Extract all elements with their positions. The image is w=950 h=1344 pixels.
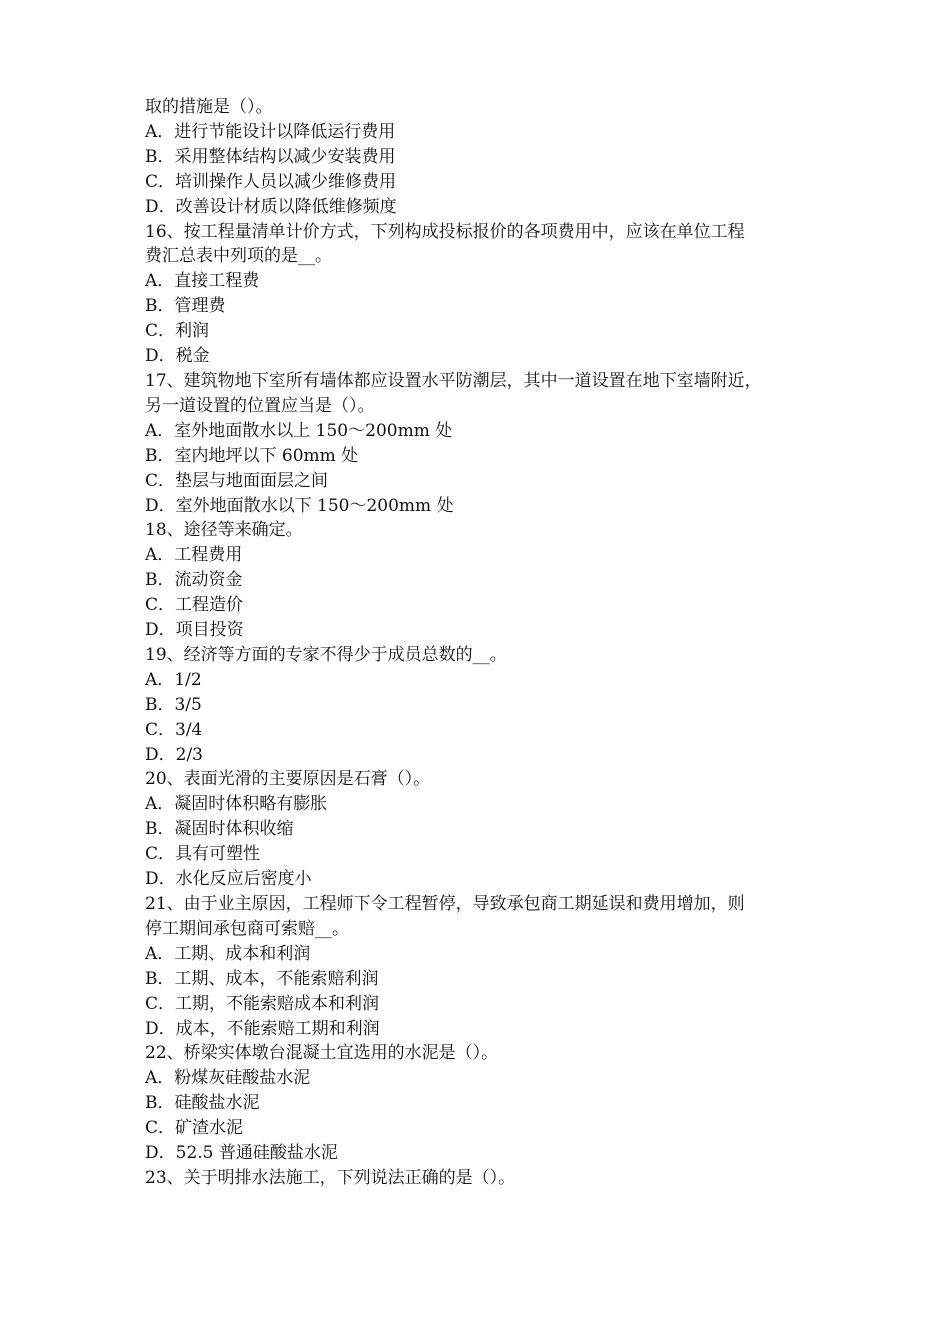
- question-21-stem: 21、由于业主原因，工程师下令工程暂停，导致承包商工期延误和费用增加，则: [145, 894, 745, 914]
- question-21-stem-cont: 停工期间承包商可索赔__。: [145, 918, 349, 939]
- question-19-stem: 19、经济等方面的专家不得少于成员总数的__。: [145, 644, 507, 665]
- question-18-stem: 18、途径等来确定。: [145, 520, 303, 541]
- question-15-stem-end: 取的措施是（）。: [145, 97, 273, 117]
- option-b: B．采用整体结构以减少安装费用: [145, 146, 396, 167]
- option-d: D．水化反应后密度小: [145, 869, 312, 890]
- question-22-stem: 22、桥梁实体墩台混凝土宜选用的水泥是（）。: [145, 1043, 499, 1064]
- option-d: D．成本，不能索赔工期和利润: [145, 1018, 380, 1039]
- option-c: C．具有可塑性: [145, 844, 261, 865]
- option-a: A．1/2: [145, 669, 202, 690]
- question-16-stem-cont: 费汇总表中列项的是__。: [145, 246, 332, 267]
- option-a: A．凝固时体积略有膨胀: [145, 794, 328, 815]
- option-b: B．3/5: [145, 694, 202, 715]
- option-c: C．工期，不能索赔成本和利润: [145, 993, 380, 1014]
- option-d: D．项目投资: [145, 620, 244, 641]
- question-23-stem: 23、关于明排水法施工，下列说法正确的是（）。: [145, 1167, 516, 1188]
- option-c: C．垫层与地面面层之间: [145, 470, 329, 491]
- option-b: B．工期、成本，不能索赔利润: [145, 968, 379, 989]
- option-d: D．52.5 普通硅酸盐水泥: [145, 1143, 338, 1164]
- option-b: B．流动资金: [145, 570, 243, 591]
- document-page: [145, 95, 835, 1191]
- question-16-stem: 16、按工程量清单计价方式，下列构成投标报价的各项费用中，应该在单位工程: [145, 221, 745, 242]
- question-17-stem: 17、建筑物地下室所有墙体都应设置水平防潮层，其中一道设置在地下室墙附近，: [145, 370, 762, 391]
- question-20-stem: 20、表面光滑的主要原因是石膏（）。: [145, 769, 431, 790]
- option-b: B．凝固时体积收缩: [145, 819, 294, 840]
- option-a: A．粉煤灰硅酸盐水泥: [145, 1068, 311, 1089]
- option-c: C．矿渣水泥: [145, 1118, 244, 1139]
- option-c: C．培训操作人员以减少维修费用: [145, 171, 397, 192]
- option-d: D．室外地面散水以下 150～200mm 处: [145, 495, 454, 516]
- option-b: B．硅酸盐水泥: [145, 1093, 260, 1114]
- option-a: A．进行节能设计以降低运行费用: [145, 121, 396, 142]
- option-a: A．室外地面散水以上 150～200mm 处: [145, 420, 453, 441]
- question-17-stem-cont: 另一道设置的位置应当是（）。: [145, 395, 375, 416]
- option-a: A．直接工程费: [145, 271, 260, 292]
- option-a: A．工期、成本和利润: [145, 943, 311, 964]
- option-d: D．2/3: [145, 744, 203, 765]
- option-d: D．税金: [145, 346, 210, 367]
- option-b: B．室内地坪以下 60mm 处: [145, 445, 359, 466]
- option-d: D．改善设计材质以降低维修频度: [145, 196, 397, 217]
- option-a: A．工程费用: [145, 545, 243, 566]
- option-c: C．3/4: [145, 719, 203, 740]
- option-b: B．管理费: [145, 296, 226, 317]
- option-c: C．利润: [145, 321, 210, 342]
- option-c: C．工程造价: [145, 595, 244, 616]
